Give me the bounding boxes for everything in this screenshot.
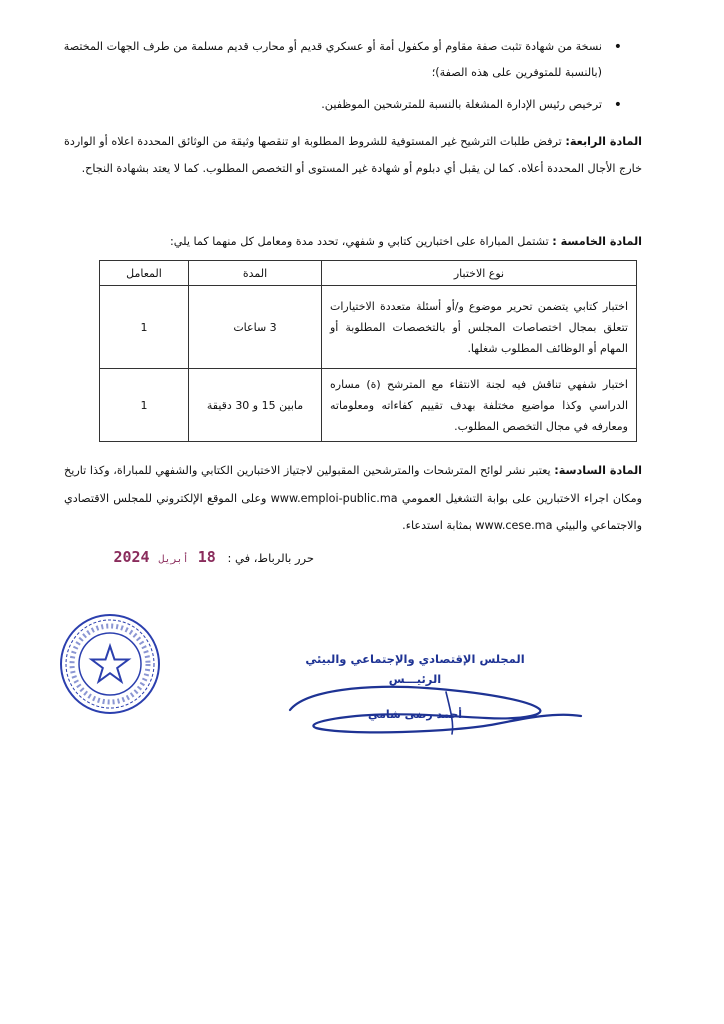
exam-type-cell: اختبار شفهي تناقش فيه لجنة الانتقاء مع المترشح (ة) مساره الدراسي وكذا مواضيع مختلفة بهدف تقييم كفاءاته ومعلوماته ومعارفه في مجال التخصص المطلوب. (322, 369, 637, 442)
header-coefficient: المعامل (100, 261, 189, 286)
header-exam-type: نوع الاختبار (322, 261, 637, 286)
article-4-title: المادة الرابعة: (565, 135, 642, 148)
council-name: المجلس الإقتصادي والإجتماعي والبيئي (305, 652, 525, 666)
date-year: 2024 (113, 548, 150, 566)
date-day: 18 (197, 548, 216, 566)
article-5-text: تشتمل المباراة على اختبارين كتابي و شفهي، تحدد مدة ومعامل كل منهما كما يلي: (170, 235, 553, 248)
coefficient-cell: 1 (100, 369, 189, 442)
article-6-text: يعتبر نشر لوائح المترشحات والمترشحين المقبولين لاجتياز الاختبارين الكتابي والشفهي للمباراة، وكذا تاريخ ومكان اجراء الاختبارين على بوابة التشغيل العمومي www.emploi-public.ma وعلى الموقع الإلكتروني للمجلس الاقتصادي والاجتماعي والبيئي www.cese.ma بمثابة استدعاء. (64, 464, 643, 532)
official-seal-icon (58, 612, 162, 716)
date-line (113, 548, 314, 566)
duration-cell: مابين 15 و 30 دقيقة (189, 369, 322, 442)
list-item: • نسخة من شهادة تثبت صفة مقاوم أو مكفول أمة أو عسكري قديم أو محارب قديم مسلمة من طرف الجهات المختصة (بالنسبة للمتوفرين على هذه الصفة)؛ (34, 34, 624, 86)
required-documents-list (34, 34, 624, 118)
exams-table (99, 260, 637, 442)
date-label: حرر بالرباط، في : (227, 551, 314, 565)
president-title: الرئيـــس (388, 672, 442, 686)
article-4 (64, 128, 642, 182)
article-5 (64, 228, 642, 255)
president-name: أحمد رضى شامي (367, 708, 463, 721)
table-header-row (100, 261, 637, 286)
duration-cell: 3 ساعات (189, 286, 322, 369)
header-duration: المدة (189, 261, 322, 286)
article-5-title: المادة الخامسة : (552, 235, 642, 248)
date-stamp (113, 548, 215, 566)
exam-type-cell: اختبار كتابي يتضمن تحرير موضوع و/أو أسئلة متعددة الاختيارات تتعلق بمجال اختصاصات المجلس أو بالتخصصات المطلوبة أو المهام أو الوظائف المطلوب شغلها. (322, 286, 637, 369)
article-6-title: المادة السادسة: (554, 464, 643, 477)
list-item: • ترخيص رئيس الإدارة المشغلة بالنسبة للمترشحين الموظفين. (34, 92, 624, 118)
table-row (100, 369, 637, 442)
signatory-block (300, 650, 530, 721)
article-6 (64, 457, 642, 540)
article-4-text: ترفض طلبات الترشيح غير المستوفية للشروط المطلوبة او تنقصها وثيقة من الوثائق المحددة اعلاه أو الواردة خارج الأجال المحددة أعلاه. كما لن يقبل أي دبلوم أو شهادة غير المستوى أو التخصص المطلوب. كما لا يعتد بشهادة النجاح. (64, 135, 642, 175)
coefficient-cell: 1 (100, 286, 189, 369)
date-month: أبريل (158, 554, 189, 565)
table-row (100, 286, 637, 369)
